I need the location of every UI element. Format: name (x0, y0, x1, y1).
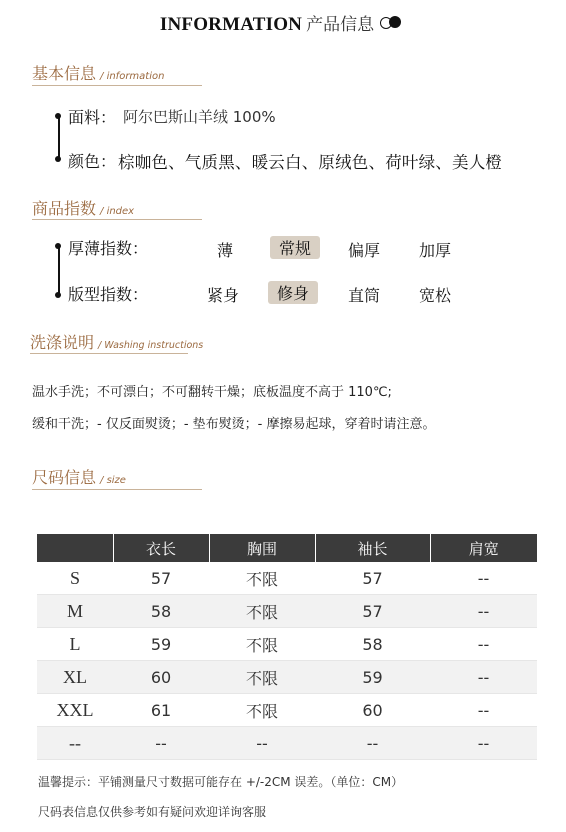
table-cell: 57 (315, 562, 430, 595)
color-label-text: 颜色： (68, 152, 117, 171)
section-subtitle: / information (100, 71, 165, 82)
table-cell: 59 (113, 628, 209, 661)
header-cell-chest: 胸围 (209, 534, 315, 562)
size-table (37, 534, 537, 760)
size-cell: S (37, 562, 113, 595)
header-title-cn: 产品信息 (306, 15, 375, 35)
bullet-dot (55, 243, 61, 249)
thickness-option-extra-thick: 加厚 (419, 241, 452, 260)
timeline-line (58, 116, 60, 160)
table-cell: -- (209, 727, 315, 760)
size-cell: XXL (37, 694, 113, 727)
fit-label: 版型指数： (68, 285, 149, 304)
section-divider (30, 353, 188, 354)
fit-option-straight: 直筒 (348, 286, 381, 305)
bullet-dot (55, 292, 61, 298)
bullet-dot (55, 113, 61, 119)
table-cell: 58 (113, 595, 209, 628)
table-cell: -- (430, 562, 537, 595)
washing-line-1: 温水手洗；不可漂白；不可翻转干燥；底板温度不高于 110℃; (32, 385, 392, 400)
table-cell: 58 (315, 628, 430, 661)
thickness-option-thin: 薄 (217, 241, 234, 260)
header-title-en: INFORMATION (159, 14, 303, 35)
table-cell: -- (113, 727, 209, 760)
section-title-washing (30, 330, 203, 353)
header-cell-shoulder: 肩宽 (430, 534, 537, 562)
table-cell: 57 (113, 562, 209, 595)
header-cell-length: 衣长 (113, 534, 209, 562)
table-cell: -- (430, 595, 537, 628)
header-cell-sleeve: 袖长 (315, 534, 430, 562)
size-cell: L (37, 628, 113, 661)
section-title-text: 基本信息 (32, 64, 97, 83)
section-subtitle: / size (100, 475, 126, 486)
table-cell: 60 (113, 661, 209, 694)
table-row (37, 661, 537, 694)
section-subtitle: / Washing instructions (98, 340, 204, 351)
table-cell: 不限 (209, 595, 315, 628)
section-divider (32, 85, 202, 86)
washing-line-2: 缓和干洗；- 仅反面熨烫；- 垫布熨烫；- 摩擦易起球，穿着时请注意。 (32, 417, 436, 432)
table-cell: 60 (315, 694, 430, 727)
table-cell: 不限 (209, 694, 315, 727)
table-row (37, 562, 537, 595)
circles-icon (380, 16, 406, 30)
color-value: 棕咖色、气质黑、暖云白、原绒色、荷叶绿、美人橙 (118, 153, 503, 172)
timeline-line (58, 246, 60, 296)
table-cell: -- (430, 628, 537, 661)
table-cell: 61 (113, 694, 209, 727)
table-cell: -- (430, 727, 537, 760)
thickness-label: 厚薄指数： (68, 239, 149, 258)
table-row (37, 595, 537, 628)
fit-option-loose: 宽松 (419, 286, 452, 305)
section-title-index (32, 196, 134, 219)
section-subtitle: / index (100, 206, 135, 217)
fit-option-slim-selected: 修身 (268, 281, 318, 304)
header-cell-size (37, 534, 113, 562)
table-row (37, 694, 537, 727)
color-label (68, 149, 116, 172)
section-title-text: 洗涤说明 (30, 333, 95, 352)
section-title-basic (32, 61, 164, 84)
fabric-label (68, 105, 116, 128)
size-cell: M (37, 595, 113, 628)
table-cell: 不限 (209, 562, 315, 595)
section-divider (32, 489, 202, 490)
size-cell: XL (37, 661, 113, 694)
table-cell: 不限 (209, 628, 315, 661)
table-cell: -- (430, 694, 537, 727)
table-header-row (37, 534, 537, 562)
table-cell: -- (430, 661, 537, 694)
fit-option-tight: 紧身 (207, 286, 240, 305)
measurement-tip: 温馨提示：平铺测量尺寸数据可能存在 +/-2CM 误差。（单位：CM） (38, 775, 404, 789)
section-title-size (32, 465, 126, 488)
table-row (37, 727, 537, 760)
section-divider (32, 219, 202, 220)
fabric-value: 阿尔巴斯山羊绒 100% (123, 108, 276, 126)
section-title-text: 尺码信息 (32, 468, 97, 487)
table-cell: 不限 (209, 661, 315, 694)
bullet-dot (55, 156, 61, 162)
thickness-option-thick: 偏厚 (348, 241, 381, 260)
table-cell: 57 (315, 595, 430, 628)
table-row (37, 628, 537, 661)
table-cell: -- (315, 727, 430, 760)
page-header (0, 10, 566, 36)
table-cell: 59 (315, 661, 430, 694)
fabric-label-text: 面料： (68, 108, 117, 127)
thickness-option-regular-selected: 常规 (270, 236, 320, 259)
section-title-text: 商品指数 (32, 199, 97, 218)
reference-note: 尺码表信息仅供参考如有疑问欢迎详询客服 (38, 805, 267, 819)
size-cell: -- (37, 727, 113, 760)
